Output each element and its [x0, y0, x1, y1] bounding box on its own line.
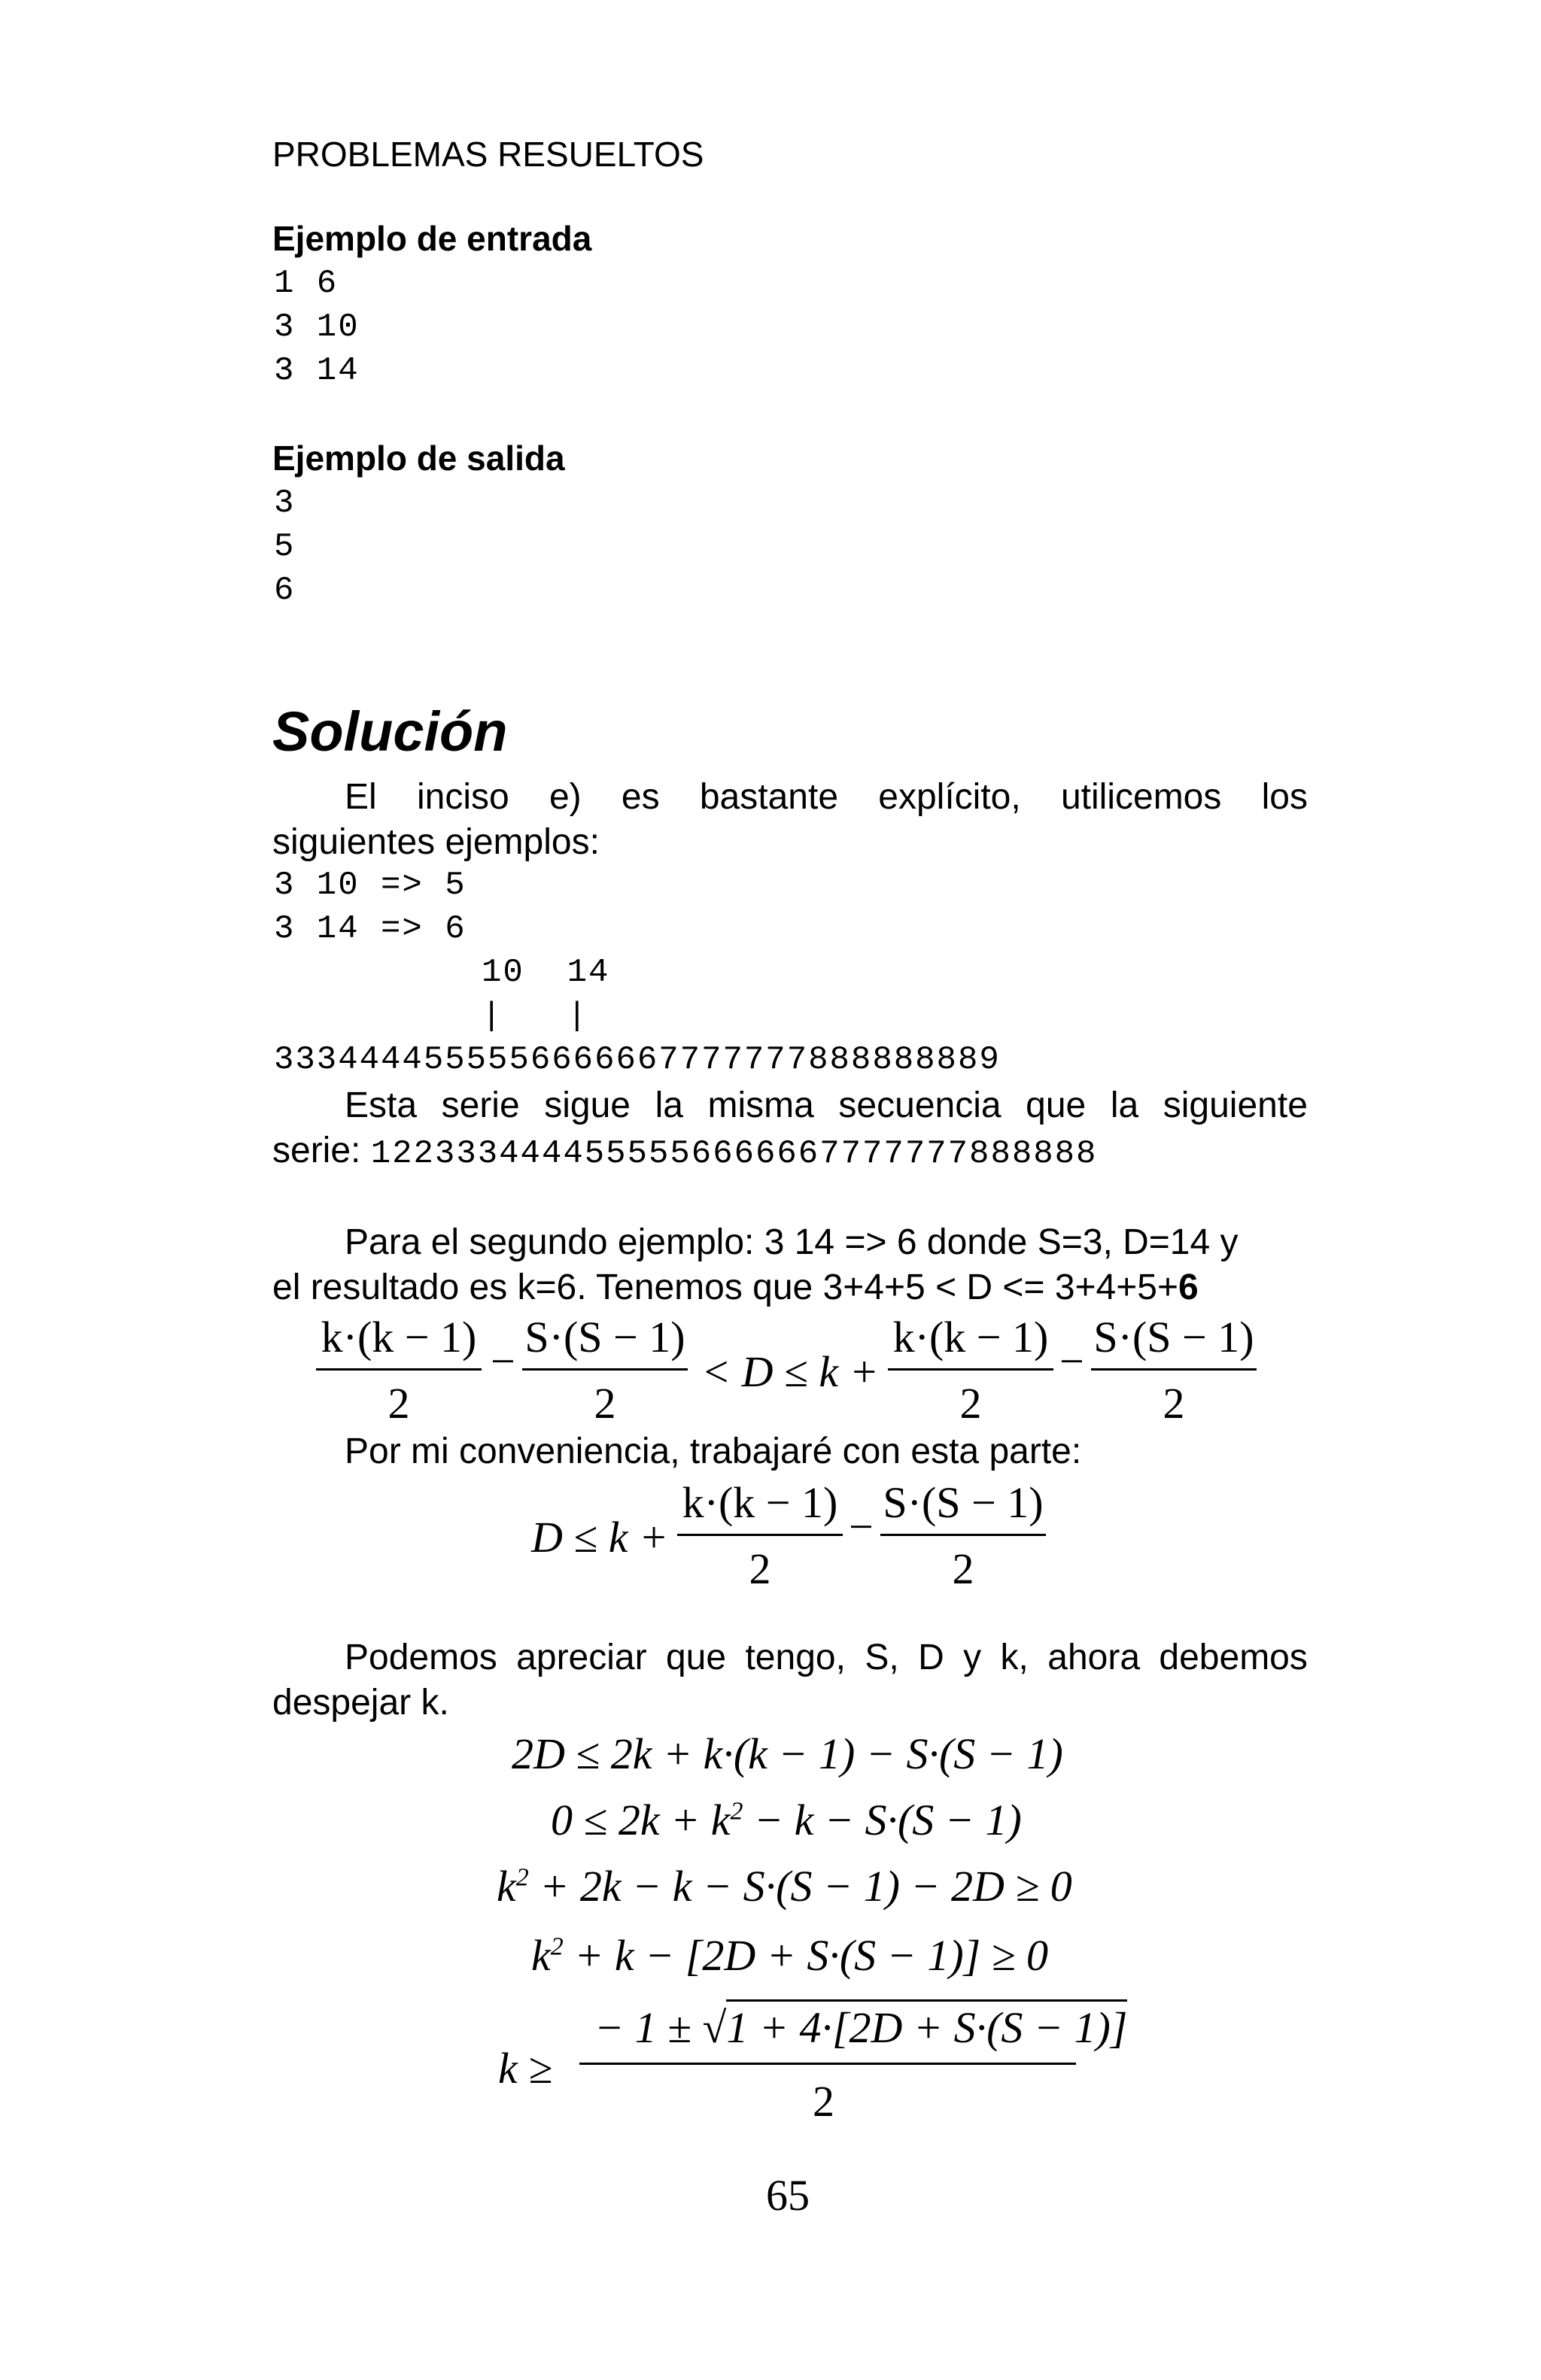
output-line-1: 3	[274, 484, 296, 522]
fraction-s-3	[880, 1477, 1046, 1594]
para3-bold: 6	[1178, 1267, 1199, 1307]
fraction-bar	[677, 1534, 843, 1536]
word: tengo,	[745, 1638, 846, 1677]
para1-line2: siguientes ejemplos:	[272, 822, 600, 862]
para2-line1	[345, 1085, 1308, 1126]
eq5-denominator: 2	[813, 2077, 834, 2126]
eq5-fraction-bar	[579, 2063, 1076, 2065]
fraction-s-2	[1091, 1312, 1257, 1428]
word: serie	[441, 1085, 520, 1125]
word: explícito,	[878, 777, 1021, 817]
eq4-exponent: 2	[550, 1932, 564, 1961]
marker-bars: | |	[482, 997, 589, 1035]
para1-line1	[345, 776, 1308, 818]
eq2-exponent: 2	[730, 1797, 743, 1826]
output-example-heading: Ejemplo de salida	[272, 439, 565, 478]
denominator: 2	[749, 1544, 771, 1593]
fraction-k	[316, 1312, 482, 1428]
word: inciso	[416, 777, 509, 817]
numerator: k·(k − 1)	[321, 1313, 477, 1362]
input-line-1: 1 6	[274, 265, 339, 302]
minus-sign-2: −	[1059, 1337, 1084, 1386]
output-line-2: 5	[274, 528, 296, 566]
eq3-right: + 2k − k − S·(S − 1) − 2D ≥ 0	[528, 1862, 1072, 1911]
word: D	[918, 1638, 944, 1677]
word: k,	[1000, 1638, 1029, 1677]
para3-text: el resultado es k=6. Tenemos que 3+4+5 < D <= 3+4+5+	[272, 1267, 1179, 1307]
word: es	[621, 777, 660, 817]
para2-line2	[272, 1130, 1097, 1173]
word: apreciar	[516, 1638, 647, 1677]
eq3-exponent: 2	[515, 1863, 529, 1892]
word: que	[1026, 1085, 1087, 1125]
eq5-radicand: 1 + 4·[2D + S·(S − 1)]	[726, 1999, 1127, 2052]
equation-4	[531, 1930, 1048, 1981]
para5-line2: despejar k.	[272, 1683, 449, 1723]
word: misma	[707, 1085, 814, 1125]
fraction-bar	[522, 1368, 688, 1371]
numerator: S·(S − 1)	[524, 1313, 685, 1362]
eq3-left: k	[497, 1862, 516, 1911]
word: S,	[865, 1638, 899, 1677]
eq2-right: − k − S·(S − 1)	[743, 1796, 1022, 1844]
fraction-k-3	[677, 1477, 843, 1594]
eq5-minus-one: − 1 ±	[594, 2003, 703, 2052]
denominator: 2	[959, 1379, 982, 1428]
numerator: k·(k − 1)	[892, 1313, 1049, 1362]
d-le-k: D ≤ k +	[531, 1513, 669, 1562]
word: Podemos	[345, 1638, 497, 1677]
word: Esta	[345, 1085, 418, 1125]
code-example-2: 3 14 => 6	[274, 910, 467, 948]
denominator: 2	[594, 1379, 616, 1428]
numerator: S·(S − 1)	[883, 1478, 1044, 1527]
fraction-bar	[1091, 1368, 1257, 1371]
series-b: 1223334444555556666667777777888888	[370, 1135, 1098, 1173]
word: e)	[549, 777, 582, 817]
para3-line1: Para el segundo ejemplo: 3 14 => 6 donde S=3, D=14 y	[345, 1222, 1239, 1262]
denominator: 2	[388, 1379, 410, 1428]
solution-title: Solución	[272, 700, 508, 763]
word: la	[1110, 1085, 1139, 1125]
equation-1: 2D ≤ 2k + k·(k − 1) − S·(S − 1)	[512, 1729, 1063, 1778]
eq4-left: k	[531, 1931, 551, 1980]
fraction-k-2	[888, 1312, 1053, 1428]
word: y	[963, 1638, 982, 1677]
code-example-1: 3 10 => 5	[274, 867, 467, 904]
word: la	[655, 1085, 683, 1125]
marker-numbers: 10 14	[482, 954, 610, 991]
fraction-s	[522, 1312, 688, 1428]
word: bastante	[699, 777, 839, 817]
equation-3	[497, 1861, 1072, 1911]
minus-sign: −	[491, 1337, 515, 1386]
word: secuencia	[838, 1085, 1001, 1125]
eq5-numerator	[594, 2002, 1127, 2053]
word: utilicemos	[1060, 777, 1222, 817]
word: ahora	[1047, 1638, 1141, 1677]
fraction-bar	[880, 1534, 1046, 1536]
input-example-heading: Ejemplo de entrada	[272, 219, 592, 258]
numerator: k·(k − 1)	[682, 1478, 838, 1527]
input-line-2: 3 10	[274, 308, 360, 346]
para4: Por mi conveniencia, trabajaré con esta parte:	[345, 1431, 1082, 1471]
input-line-3: 3 14	[274, 352, 360, 390]
eq5-lhs: k ≥	[498, 2044, 553, 2093]
page-number: 65	[766, 2171, 810, 2220]
para5-line1	[345, 1637, 1308, 1678]
fraction-bar	[316, 1368, 482, 1371]
word: que	[665, 1638, 727, 1677]
eq2-left: 0 ≤ 2k + k	[551, 1796, 731, 1844]
word: los	[1261, 777, 1308, 817]
equation-2	[551, 1795, 1022, 1845]
sqrt-icon: √	[702, 2003, 727, 2052]
fraction-bar	[888, 1368, 1053, 1371]
numerator: S·(S − 1)	[1093, 1313, 1254, 1362]
para3-line2	[272, 1267, 1199, 1308]
word: sigue	[544, 1085, 631, 1125]
minus-sign-3: −	[849, 1502, 874, 1551]
serie-label: serie:	[272, 1131, 371, 1170]
denominator: 2	[1163, 1379, 1185, 1428]
lt-d-le-k: < D ≤ k +	[701, 1347, 879, 1396]
series-a: 3334444555556666667777777888888889	[274, 1041, 1001, 1079]
running-header: PROBLEMAS RESUELTOS	[272, 135, 704, 174]
word: debemos	[1159, 1638, 1308, 1677]
word: siguiente	[1163, 1085, 1308, 1125]
output-line-3: 6	[274, 572, 296, 609]
denominator: 2	[952, 1544, 974, 1593]
eq4-right: + k − [2D + S·(S − 1)] ≥ 0	[563, 1931, 1049, 1980]
word: El	[345, 777, 377, 817]
